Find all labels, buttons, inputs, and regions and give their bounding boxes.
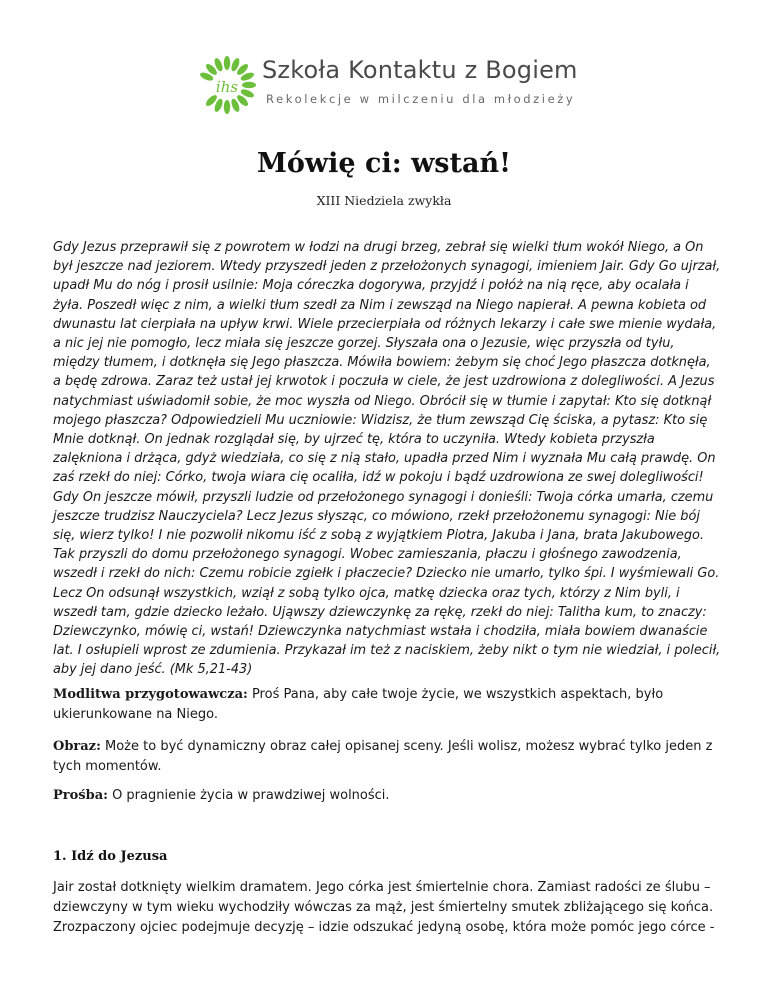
prayer-label: Modlitwa przygotowawcza: <box>53 687 248 702</box>
image-text: Może to być dynamiczny obraz całej opisanej sceny. Jeśli wolisz, możesz wybrać tylko jeden z tych momentów. <box>53 739 713 774</box>
logo <box>196 52 576 122</box>
request-paragraph <box>53 786 721 806</box>
prayer-paragraph <box>53 685 721 725</box>
image-label: Obraz: <box>53 739 101 754</box>
request-text: O pragnienie życia w prawdziwej wolności. <box>107 788 390 803</box>
gospel-text: Gdy Jezus przeprawił się z powrotem w łodzi na drugi brzeg, zebrał się wielki tłum wokół Niego, a On był jeszcze nad jeziorem. Wtedy przyszedł jeden z przełożonych synagogi, imieniem Jair. Gdy Go ujrzał, upadł Mu do nóg i prosił usilnie: Moja córeczka dogorywa, przyjdź i połóż na nią ręce, aby ocalała i żyła. Poszedł więc z nim, a wielki tłum szedł za Nim i zewsząd na Niego napierał. A pewna kobieta od dwunastu lat cierpiała na upływ krwi. Wiele przecierpiała od różnych lekarzy i całe swe mienie wydała, a nic jej nie pomogło, lecz miała się jeszcze gorzej. Słyszała ona o Jezusie, więc przyszła od tyłu, między tłumem, i dotknęła się Jego płaszcza. Mówiła bowiem: żebym się choć Jego płaszcza dotknęła, a będę zdrowa. Zaraz też ustał jej krwotok i poczuła w ciele, że jest uzdrowiona z dolegliwości. A Jezus natychmiast uświadomił sobie, że moc wyszła od Niego. Obrócił się w tłumie i zapytał: Kto się dotknął mojego płaszcza? Odpowiedzieli Mu uczniowie: Widzisz, że tłum zewsząd Cię ściska, a pytasz: Kto się Mnie dotknął. On jednak rozglądał się, by ujrzeć tę, która to uczyniła. Wtedy kobieta przyszła zalękniona i drżąca, gdyż wiedziała, co się z nią stało, upadła przed Nim i wyznała Mu całą prawdę. On zaś rzekł do niej: Córko, twoja wiara cię ocaliła, idź w pokoju i bądź uzdrowiona ze swej dolegliwości! Gdy On jeszcze mówił, przyszli ludzie od przełożonego synagogi i donieśli: Twoja córka umarła, czemu jeszcze trudzisz Nauczyciela? Lecz Jezus słysząc, co mówiono, rzekł przełożonemu synagogi: Nie bój się, wierz tylko! I nie pozwolił nikomu iść z sobą z wyjątkiem Piotra, Jakuba i Jana, brata Jakubowego. Tak przyszli do domu przełożonego synagogi. Wobec zamieszania, płaczu i głośnego zawodzenia, wszedł i rzekł do nich: Czemu robicie zgiełk i płaczecie? Dziecko nie umarło, tylko śpi. I wyśmiewali Go. Lecz On odsunął wszystkich, wziął z sobą tylko ojca, matkę dziecka oraz tych, którzy z Nim byli, i wszedł tam, gdzie dziecko leżało. Ująwszy dziewczynkę za rękę, rzekł do niej: Talitha kum, to znaczy: Dziewczynko, mówię ci, wstań! Dziewczynka natychmiast wstała i chodziła, miała bowiem dwanaście lat. I osłupieli wprost ze zdumienia. Przykazał im też z naciskiem, żeby nikt o tym nie wiedział, i polecił, aby jej dano jeść. (Mk 5,21-43) <box>53 240 721 678</box>
image-paragraph <box>53 737 721 777</box>
logo-tagline: Rekolekcje w milczeniu dla młodzieży <box>266 92 576 106</box>
logo-name: Szkoła Kontaktu z Bogiem <box>262 56 578 84</box>
svg-text:ihs: ihs <box>215 78 239 96</box>
section-heading: 1. Idź do Jezusa <box>53 849 168 864</box>
section-text: Jair został dotknięty wielkim dramatem. Jego córka jest śmiertelnie chora. Zamiast radości ze ślubu – dziewczyny w tym wieku wychodziły wówczas za mąż, jest śmiertelny smutek zbliżającego się końca. Zrozpaczony ojciec podejmuje decyzję – idzie odszukać jedyną osobę, która może pomóc jego córce - <box>53 880 715 935</box>
request-label: Prośba: <box>53 788 108 803</box>
logo-ray <box>224 100 230 114</box>
logo-ray <box>224 56 230 70</box>
logo-ray <box>242 82 256 88</box>
sun-ring-logo-icon <box>196 54 258 116</box>
page-subtitle: XIII Niedziela zwykła <box>316 193 452 208</box>
prayer-text: Proś Pana, aby całe twoje życie, we wszystkich aspektach, było ukierunkowane na Niego. <box>53 687 664 722</box>
page-title: Mówię ci: wstań! <box>257 148 511 179</box>
